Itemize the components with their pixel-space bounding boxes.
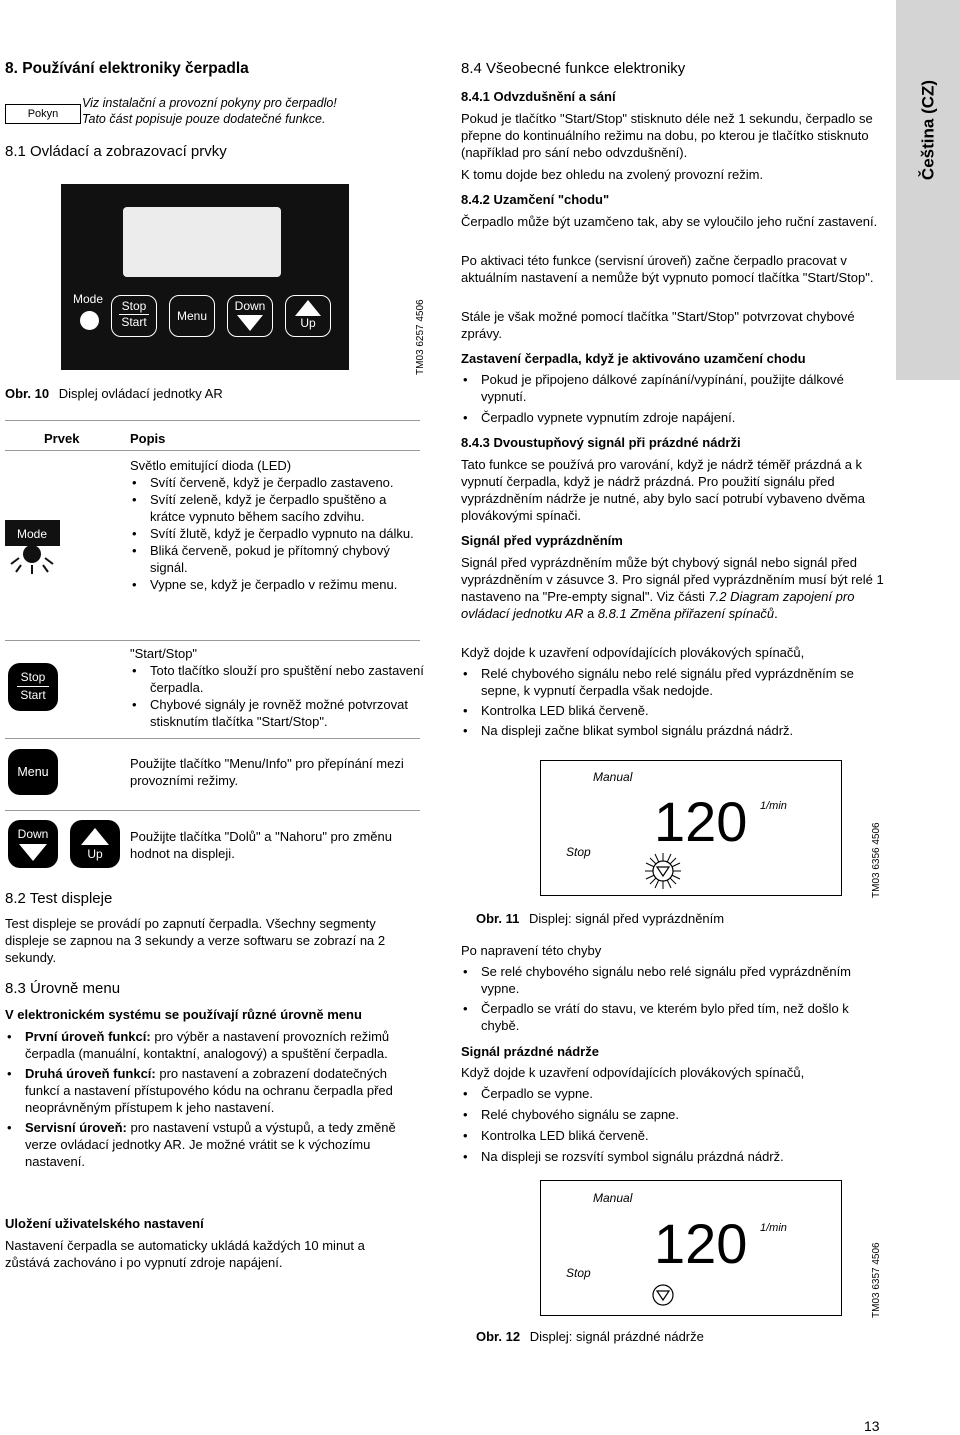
tank-signal-icon [650,1282,676,1308]
pre-empty-text [461,554,886,622]
empty-tank-list [461,1085,886,1165]
start-label: Start [121,315,147,329]
up-icon [70,820,120,868]
fig11-unit: 1/min [760,800,787,812]
down-arrow-icon [237,315,263,331]
mode-led [80,311,99,330]
pre-empty-heading: Signál před vyprázdněním [461,533,623,548]
empty-tank-text: Když dojde k uzavření odpovídajících plovákových spínačů, [461,1065,805,1080]
list-item: • Svítí červeně, když je čerpadlo zastaveno. [130,474,425,491]
led-description [130,457,425,593]
section-8-2-heading: 8.2 Test displeje [5,890,113,907]
fig12-unit: 1/min [760,1222,787,1234]
menu-icon-label: Menu [17,765,49,779]
lock-stop-list [461,371,886,426]
down-label: Down [234,299,266,313]
fig12-caption [476,1328,704,1345]
lock-stop-heading: Zastavení čerpadla, když je aktivováno uzamčení chodu [461,351,806,366]
list-item: • Relé chybového signálu nebo relé signálu před vyprázdněním se sepne, k vypnutí čerpadla však nedojde. [461,665,886,699]
list-item: • Kontrolka LED bliká červeně. [461,1127,886,1144]
list-item: • Čerpadlo vypnete vypnutím zdroje napájení. [461,409,886,426]
up-arrow-icon [295,300,321,316]
menu-label: Menu [176,309,208,323]
fig11-text: Displej: signál před vyprázdněním [529,911,725,926]
level-2-label: Druhá úroveň funkcí: [25,1066,156,1081]
save-settings-heading: Uložení uživatelského nastavení [5,1216,204,1231]
table-header-prvek: Prvek [44,431,80,446]
section-8-4-2-heading: 8.4.2 Uzamčení "chodu" [461,192,610,207]
led-mode-icon [5,512,60,578]
after-error-text: Po napravení této chyby [461,943,602,958]
section-8-3-subheading: V elektronickém systému se používají různé úrovně menu [5,1007,362,1022]
list-item: • Kontrolka LED bliká červeně. [461,702,886,719]
down-triangle-icon [19,844,47,861]
fig10-number: Obr. 10 [5,386,50,401]
list-item [5,1065,420,1116]
list-item [5,1028,420,1062]
menu-levels-list [5,1028,420,1170]
section-8-4-2-text-b: Po aktivaci této funkce (servisní úroveň) začne čerpadlo pracovat v aktuálním nastavení a nemůže být vypnuto pomocí tlačítka "Start/Stop". [461,253,874,285]
section-8-4-heading: 8.4 Všeobecné funkce elektroniky [461,60,686,77]
menu-button[interactable] [169,295,215,337]
menu-icon [8,749,58,795]
section-8-1-heading: 8.1 Ovládací a zobrazovací prvky [5,143,227,160]
language-tab-label: Čeština (CZ) [918,79,938,181]
up-button[interactable] [285,295,331,337]
list-item: • Svítí žlutě, když je čerpadlo vypnuto na dálku. [130,525,425,542]
table-header-popis: Popis [130,431,166,446]
start-stop-icon [8,663,58,711]
section-8-heading: 8. Používání elektroniky čerpadla [5,60,249,77]
pre-empty-text-a: Signál před vyprázdněním může být chybový signál nebo signál před vyprázdněním v zásuvce 3. Pro signál před vyprázdněním musí být relé 1 nastaveno na "Pre-empty signal". Viz části [461,555,884,604]
tank-signal-blinking-icon [644,852,682,890]
fig11-number: Obr. 11 [476,911,520,926]
list-item: • Čerpadlo se vypne. [461,1085,886,1102]
list-item: • Na displeji se rozsvítí symbol signálu prázdná nádrž. [461,1148,886,1165]
pre-empty-list [461,665,886,739]
fig12-text: Displej: signál prázdné nádrže [529,1329,704,1344]
down-button[interactable] [227,295,273,337]
ref-section-8-8-1: 8.8.1 Změna přiřazení spínačů [597,606,775,621]
fig10-caption [5,385,223,402]
save-settings-text: Nastavení čerpadla se automaticky ukládá každých 10 minut a zůstává zachováno i po vypnutí zdroje napájení. [5,1238,365,1270]
down-up-description: Použijte tlačítka "Dolů" a "Nahoru" pro změnu hodnot na displeji. [130,829,392,861]
fig11-ref: TM03 6356 4506 [871,822,882,898]
up-icon-label: Up [87,847,103,861]
fig11-caption [476,910,724,927]
pokyn-label: Pokyn [27,108,59,120]
pre-empty-text-mid: a [583,606,598,621]
section-8-4-2-text-a: Čerpadlo může být uzamčeno tak, aby se vyloučilo jeho ruční zastavení. [461,214,878,229]
led-list [130,474,425,593]
fig11-value: 120 [654,790,748,853]
menu-description: Použijte tlačítko "Menu/Info" pro přepínání mezi provozními režimy. [130,756,404,788]
fig12-ref: TM03 6357 4506 [871,1242,882,1318]
list-item [5,1119,420,1170]
list-item: • Svítí zeleně, když je čerpadlo spuštěno a krátce vypnuto během sacího zdvihu. [130,491,425,525]
fig10-text: Displej ovládací jednotky AR [58,386,223,401]
list-item: • Pokud je připojeno dálkové zapínání/vypínání, použijte dálkové vypnutí. [461,371,886,405]
service-level-label: Servisní úroveň: [25,1120,127,1135]
service-level-text: pro nastavení vstupů a výstupů, a tedy změně verze ovládací jednotky AR. Je možné vrátit se k výchozímu nastavení. [25,1120,396,1169]
fig12-number: Obr. 12 [476,1329,521,1344]
fig12-value: 120 [654,1212,748,1275]
pokyn-box [5,104,81,124]
section-8-4-1-text-b: K tomu dojde bez ohledu na zvolený provozní režim. [461,167,764,182]
page-number: 13 [864,1418,880,1434]
start-stop-button[interactable] [111,295,157,337]
fig12-display [540,1180,842,1316]
led-title: Světlo emitující dioda (LED) [130,458,292,473]
start-stop-icon-start: Start [20,688,46,702]
stop-label: Stop [121,299,147,313]
section-8-4-3-text: Tato funkce se používá pro varování, když je nádrž téměř prázdná a k vypnutí čerpadla, když je nádrž prázdná. Pro použití signálu před vyprázdněním nádrže je nutné, aby bylo sací potrubí vybaveno dvěma plovákovými spínači. [461,457,865,523]
section-8-2-text: Test displeje se provádí po zapnutí čerpadla. Všechny segmenty displeje se zapnou na 3 sekundy a verze softwaru se zobrazí na 2 sekundy. [5,916,386,965]
fig12-manual: Manual [593,1191,633,1205]
list-item: • Se relé chybového signálu nebo relé signálu před vyprázdněním vypne. [461,963,886,997]
section-8-4-1-text-a: Pokud je tlačítko "Start/Stop" stisknuto déle než 1 sekundu, čerpadlo se přepne do kontinuálního režimu na dobu, po kterou je tlačítko stisknuto (například pro sání nebo odvzdušnění). [461,111,873,160]
down-icon [8,820,58,868]
empty-tank-heading: Signál prázdné nádrže [461,1044,599,1059]
pokyn-text-1: Viz instalační a provozní pokyny pro čerpadlo! [82,96,337,110]
fig10-ref: TM03 6257 4506 [415,299,426,375]
section-8-4-3-heading: 8.4.3 Dvoustupňový signál při prázdné nádrži [461,435,741,450]
lcd-display [123,207,281,277]
list-item: • Na displeji začne blikat symbol signálu prázdná nádrž. [461,722,886,739]
start-stop-description [130,645,425,730]
control-panel-figure [61,184,349,370]
start-stop-title: "Start/Stop" [130,646,198,661]
after-error-list [461,963,886,1034]
list-item: • Toto tlačítko slouží pro spuštění nebo zastavení čerpadla. [130,662,425,696]
list-item: • Relé chybového signálu se zapne. [461,1106,886,1123]
start-stop-icon-stop: Stop [20,670,46,684]
pre-empty-text-end: . [774,606,778,621]
up-triangle-icon [81,828,109,845]
fig12-stop: Stop [566,1266,591,1280]
section-8-4-1-heading: 8.4.1 Odvzdušnění a sání [461,89,616,104]
ref-section-7-2: 7.2 Diagram zapojení pro ovládací jednotku AR [461,589,855,621]
fig11-stop: Stop [566,845,591,859]
list-item: • Čerpadlo se vrátí do stavu, ve kterém bylo před tím, než došlo k chybě. [461,1000,886,1034]
fig11-manual: Manual [593,770,633,784]
section-8-4-2-text-c: Stále je však možné pomocí tlačítka "Start/Stop" potvrzovat chybové zprávy. [461,309,855,341]
list-item: • Vypne se, když je čerpadlo v režimu menu. [130,576,425,593]
svg-text:Mode: Mode [16,527,48,541]
list-item: • Chybové signály je rovněž možné potvrzovat stisknutím tlačítka "Start/Stop". [130,696,425,730]
section-8-3-heading: 8.3 Úrovně menu [5,980,121,997]
level-2-text: pro nastavení a zobrazení dodatečných funkcí a nastavení přístupového kódu na ochranu čerpadla před neoprávněným přístupem k jeho nastavení. [25,1066,393,1115]
level-1-label: První úroveň funkcí: [25,1029,151,1044]
up-label: Up [300,316,316,330]
list-item: • Bliká červeně, pokud je přítomný chybový signál. [130,542,425,576]
pre-empty-text-b: Když dojde k uzavření odpovídajících plovákových spínačů, [461,645,805,660]
down-icon-label: Down [17,827,49,841]
start-stop-list [130,662,425,730]
pokyn-text-2: Tato část popisuje pouze dodatečné funkce. [82,112,326,126]
mode-label: Mode [73,292,104,306]
pokyn-note [82,95,337,127]
language-tab [896,0,960,380]
fig11-display [540,760,842,896]
level-1-text: pro výběr a nastavení provozních režimů čerpadla (manuální, kontaktní, analogový) a spuštění čerpadla. [25,1029,390,1061]
